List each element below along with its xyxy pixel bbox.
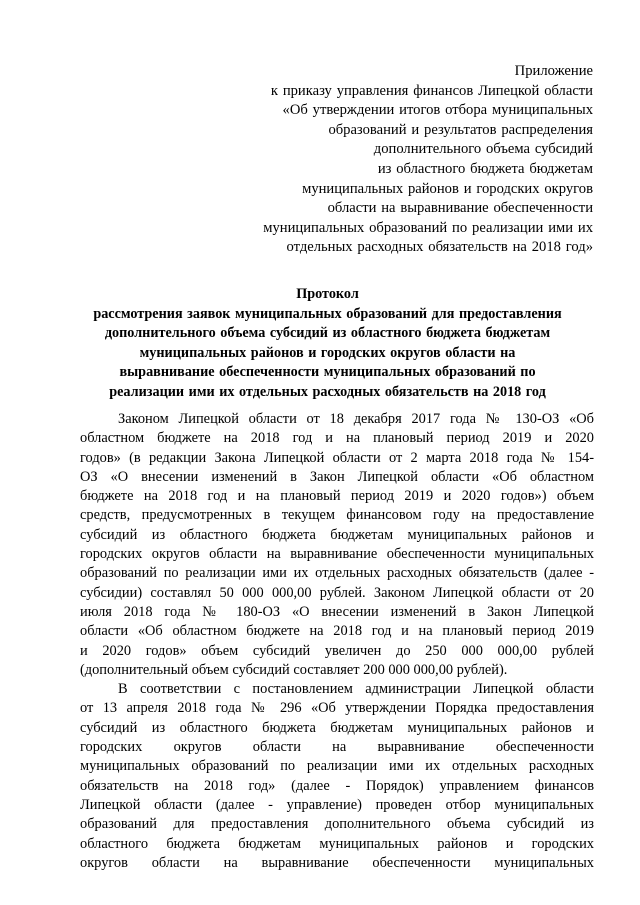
body-line: годов» (в редакции Закона Липецкой области от 2 марта 2018 года № 154- <box>80 449 594 466</box>
body-line: обязательств на 2018 год» (далее - Порядок) управлением финансов <box>80 777 594 794</box>
appendix-line: Приложение <box>514 63 593 79</box>
title-heading: Протокол <box>296 286 359 302</box>
body-line: городских округов области на выравнивание обеспеченности муниципальных <box>80 546 594 563</box>
appendix-line: «Об утверждении итогов отбора муниципальных <box>282 102 593 119</box>
appendix-header <box>200 62 593 258</box>
body-line: ОЗ «О внесении изменений в Закон Липецкой области «Об областном <box>80 468 594 485</box>
body-line: области «Об областном бюджете на 2018 год и на плановый период 2019 <box>80 623 594 640</box>
body-line: июля 2018 года № 180-ОЗ «О внесении изменений в Закон Липецкой <box>80 603 594 620</box>
appendix-line: муниципальных образований по реализации ими их <box>263 219 593 236</box>
body-line: областном бюджете на 2018 год и на плановый период 2019 и 2020 <box>80 430 594 447</box>
title-line: муниципальных районов и городских округов области на <box>139 344 516 361</box>
appendix-line: дополнительного объема субсидий <box>373 141 593 158</box>
body-line: городских округов области на выравнивание обеспеченности <box>80 739 594 756</box>
title-line: дополнительного объема субсидий из областного бюджета бюджетам <box>104 325 551 342</box>
document-body <box>80 410 594 873</box>
document-title <box>62 285 593 403</box>
title-line: выравнивание обеспеченности муниципальных образований по <box>119 364 536 381</box>
paragraph-1 <box>80 410 594 680</box>
body-line: В соответствии с постановлением администрации Липецкой области <box>118 681 594 698</box>
appendix-line: отдельных расходных обязательств на 2018 год» <box>286 239 593 256</box>
body-line: округов области на выравнивание обеспеченности муниципальных <box>80 854 594 871</box>
body-line: от 13 апреля 2018 года № 296 «Об утверждении Порядка предоставления <box>80 700 594 717</box>
appendix-line: из областного бюджета бюджетам <box>377 160 593 177</box>
appendix-line: к приказу управления финансов Липецкой области <box>270 82 593 99</box>
title-line: реализации ими их отдельных расходных обязательств на 2018 год <box>109 383 546 400</box>
body-line: образований по реализации ими их отдельных расходных обязательств (далее - <box>80 565 594 582</box>
paragraph-2 <box>80 680 594 873</box>
body-line: (дополнительный объем субсидий составляет 200 000 000,00 рублей). <box>80 661 508 678</box>
title-line: рассмотрения заявок муниципальных образований для предоставления <box>93 305 562 322</box>
body-line: субсидии) составлял 50 000 000,00 рублей. Законом Липецкой области от 20 <box>80 584 594 601</box>
body-line: Законом Липецкой области от 18 декабря 2017 года № 130-ОЗ «Об <box>118 411 594 427</box>
body-line: средств, предусмотренных в текущем финансовом году на предоставление <box>80 507 594 524</box>
body-line: субсидий из областного бюджета бюджетам муниципальных районов и <box>80 719 594 736</box>
body-line: муниципальных образований по реализации ими их отдельных расходных <box>80 758 594 775</box>
body-line: Липецкой области (далее - управление) проведен отбор муниципальных <box>80 796 594 813</box>
appendix-line: муниципальных районов и городских округов <box>302 180 593 197</box>
appendix-line: образований и результатов распределения <box>328 121 593 138</box>
body-line: и 2020 годов» объем субсидий увеличен до 250 000 000,00 рублей <box>80 642 594 659</box>
body-line: областного бюджета бюджетам муниципальных районов и городских <box>80 835 594 852</box>
body-line: образований для предоставления дополнительного объема субсидий из <box>80 816 594 833</box>
appendix-line: области на выравнивание обеспеченности <box>327 200 593 217</box>
body-line: субсидий из областного бюджета бюджетам муниципальных районов и <box>80 526 594 543</box>
body-line: бюджете на 2018 год и на плановый период 2019 и 2020 годов») объем <box>80 488 594 505</box>
